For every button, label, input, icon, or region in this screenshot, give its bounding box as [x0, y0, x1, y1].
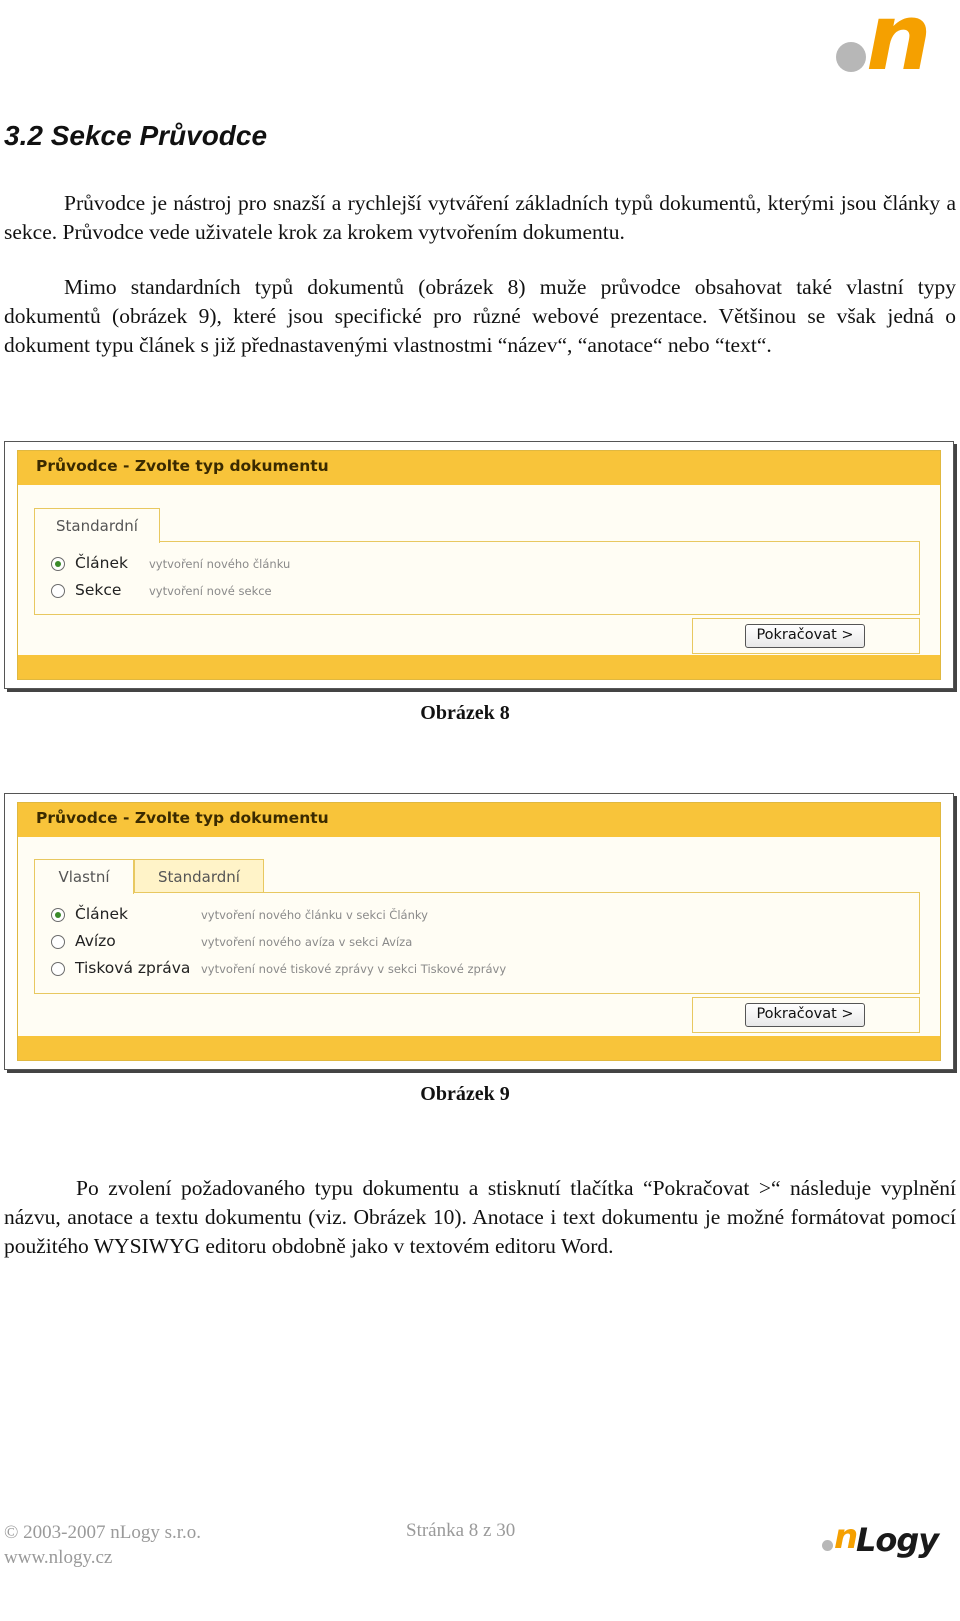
option-article-desc: vytvoření nového článku v sekci Články: [201, 908, 428, 922]
option-notice-desc: vytvoření nového avíza v sekci Avíza: [201, 935, 413, 949]
logo-dot-icon: [836, 42, 866, 72]
option-section-desc: vytvoření nové sekce: [149, 584, 272, 598]
radio-empty-icon[interactable]: [51, 962, 65, 976]
option-article-label: Článek: [75, 905, 128, 923]
wizard-header-title: Průvodce - Zvolte typ dokumentu: [36, 457, 329, 475]
wizard-header: [18, 451, 940, 485]
figure-9-caption: Obrázek 9: [420, 1083, 510, 1105]
wizard-body: [18, 837, 940, 1036]
footer-url[interactable]: www.nlogy.cz: [4, 1547, 113, 1568]
figure-9-screenshot: [4, 793, 954, 1070]
option-press-release-label: Tisková zpráva: [75, 959, 191, 977]
wizard-window: [17, 450, 941, 680]
company-logo: [830, 0, 958, 91]
wizard-footer-bar: [18, 655, 940, 679]
footer-copyright: © 2003-2007 nLogy s.r.o.: [4, 1522, 202, 1543]
footer-logo-n: n: [834, 1517, 859, 1557]
tab-standard[interactable]: Standardní: [134, 859, 264, 894]
radio-empty-icon[interactable]: [51, 584, 65, 598]
option-notice-label: Avízo: [75, 932, 116, 950]
figure-8-caption: Obrázek 8: [420, 702, 510, 724]
section-title: 3.2 Sekce Průvodce: [4, 120, 268, 151]
continue-button[interactable]: Pokračovat >: [745, 1003, 865, 1027]
footer-page-number: Stránka 8 z 30: [406, 1520, 516, 1541]
wizard-header: [18, 803, 940, 837]
paragraph-types: [4, 273, 956, 360]
option-section-label: Sekce: [75, 581, 122, 599]
paragraph-continue: [4, 1174, 956, 1261]
wizard-body: [18, 485, 940, 655]
figure-8-screenshot: [4, 441, 954, 689]
wizard-footer-bar: [18, 1036, 940, 1060]
button-area: [692, 997, 920, 1033]
continue-button[interactable]: Pokračovat >: [745, 624, 865, 648]
logo-dot-icon: [822, 1540, 833, 1551]
option-article-label: Článek: [75, 554, 128, 572]
radio-empty-icon[interactable]: [51, 935, 65, 949]
wizard-header-title: Průvodce - Zvolte typ dokumentu: [36, 809, 329, 827]
option-press-release-desc: vytvoření nové tiskové zprávy v sekci Tiskové zprávy: [201, 962, 507, 976]
footer-logo: [818, 1517, 939, 1566]
paragraph-intro: [4, 189, 956, 247]
paragraph-continue-text: Po zvolení požadovaného typu dokumentu a stisknutí tlačítka “Pokračovat >“ následuje vyplnění názvu, anotace a textu dokumentu (viz. Obrázek 10). Anotace i text dokumentu je možné formátovat pomocí použitého WYSIWYG editoru obdobně jako v textovém editoru Word.: [4, 1176, 956, 1258]
option-article-desc: vytvoření nového článku: [149, 557, 291, 571]
logo-letter: n: [866, 0, 928, 91]
radio-selected-icon[interactable]: [51, 908, 65, 922]
wizard-options-panel: [34, 541, 920, 615]
button-area: [692, 618, 920, 654]
paragraph-intro-text: Průvodce je nástroj pro snazší a rychlejší vytváření základních typů dokumentů, kterými jsou články a sekce. Průvodce vede uživatele krok za krokem vytvořením dokumentu.: [4, 191, 956, 244]
footer-logo-text: Logy: [856, 1521, 939, 1559]
footer-left: [4, 1520, 201, 1570]
wizard-window: [17, 802, 941, 1061]
radio-selected-icon[interactable]: [51, 557, 65, 571]
wizard-options-panel: [34, 892, 920, 994]
tab-custom[interactable]: Vlastní: [34, 859, 134, 894]
paragraph-types-text: Mimo standardních typů dokumentů (obrázek 8) muže průvodce obsahovat také vlastní typy dokumentů (obrázek 9), které jsou specifické pro různé webové prezentace. Většinou se však jedná o dokument typu článek s již přednastavenými vlastnostmi “název“, “anotace“ nebo “text“.: [4, 275, 956, 357]
tab-standard[interactable]: Standardní: [34, 508, 160, 543]
